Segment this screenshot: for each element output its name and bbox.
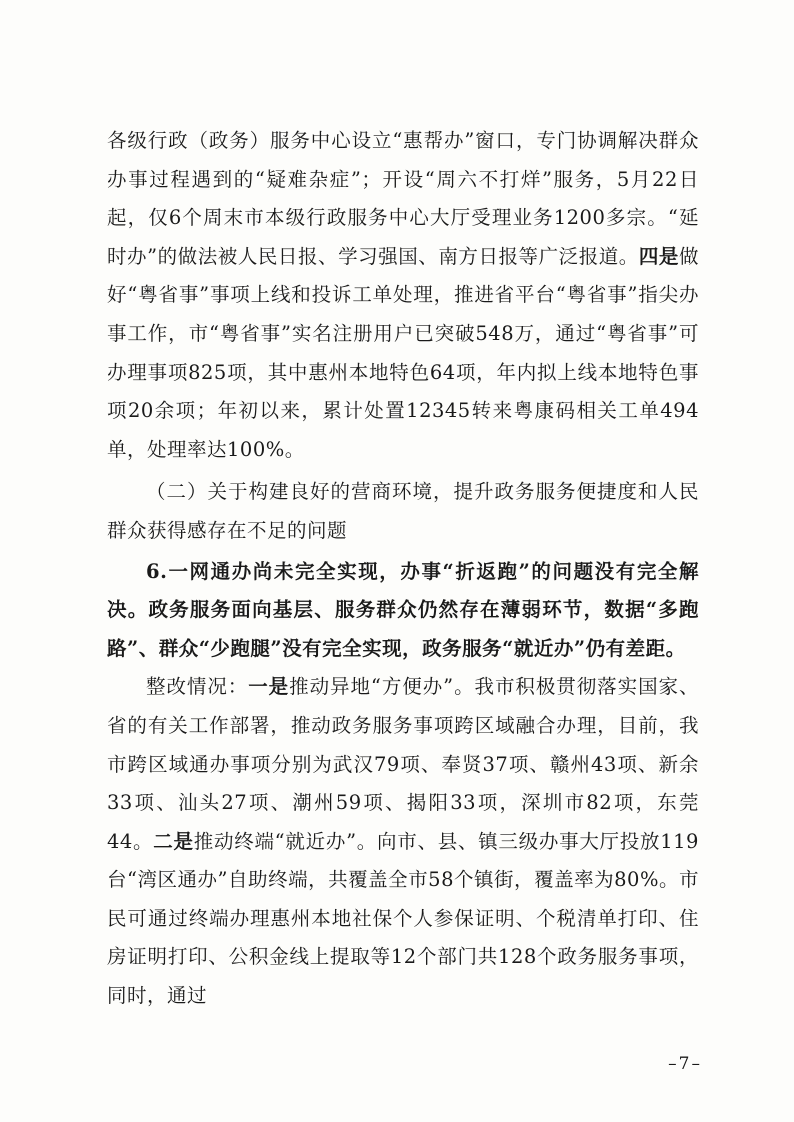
emphasis-first: 一是 [248, 675, 290, 699]
text-run: 推动异地“方便办”。我市积极贯彻落实国家、省的有关工作部署，推动政务服务事项跨区域融合办理，目前，我市跨区域通办事项分别为武汉79项、奉贤37项、赣州43项、新余33项、汕头27项、潮州59项、揭阳33项，深圳市82项，东莞44。 [107, 675, 699, 853]
text-run: 整改情况： [146, 675, 249, 699]
emphasis-fourth: 四是 [638, 244, 679, 268]
paragraph-service-center [107, 122, 699, 469]
text-run: 做好“粤省事”事项上线和投诉工单处理，推进省平台“粤省事”指尖办事工作，市“粤省事”实名注册用户已突破548万，通过“粤省事”可办理事项825项，其中惠州本地特色64项，年内拟上线本地特色事项20余项；年初以来，累计处置12345转来粤康码相关工单494单，处理率达100%。 [107, 244, 699, 461]
text-run: 推动终端“就近办”。向市、县、镇三级办事大厅投放119台“湾区通办”自助终端，共覆盖全市58个镇街，覆盖率为80%。市民可通过终端办理惠州本地社保个人参保证明、个税清单打印、住房证明打印、公积金线上提取等12个部门共128个政务服务事项，同时，通过 [107, 829, 699, 1008]
emphasis-second: 二是 [153, 829, 194, 853]
rectification-paragraph [107, 668, 699, 1015]
issue-6-paragraph: 6.一网通办尚未完全实现，办事“折返跑”的问题没有完全解决。政务服务面向基层、服务群众仍然存在薄弱环节，数据“多跑路”、群众“少跑腿”没有完全实现，政务服务“就近办”仍有差距。 [107, 559, 699, 660]
section-heading: （二）关于构建良好的营商环境，提升政务服务便捷度和人民群众获得感存在不足的问题 [107, 480, 699, 542]
body-text [107, 122, 699, 1016]
text-run: 各级行政（政务）服务中心设立“惠帮办”窗口，专门协调解决群众办事过程遇到的“疑难杂症”；开设“周六不打烊”服务，5月22日起，仅6个周末市本级行政服务中心大厅受理业务1200多宗。“延时办”的做法被人民日报、学习强国、南方日报等广泛报道。 [107, 129, 699, 268]
page-number: –7– [668, 1054, 702, 1074]
